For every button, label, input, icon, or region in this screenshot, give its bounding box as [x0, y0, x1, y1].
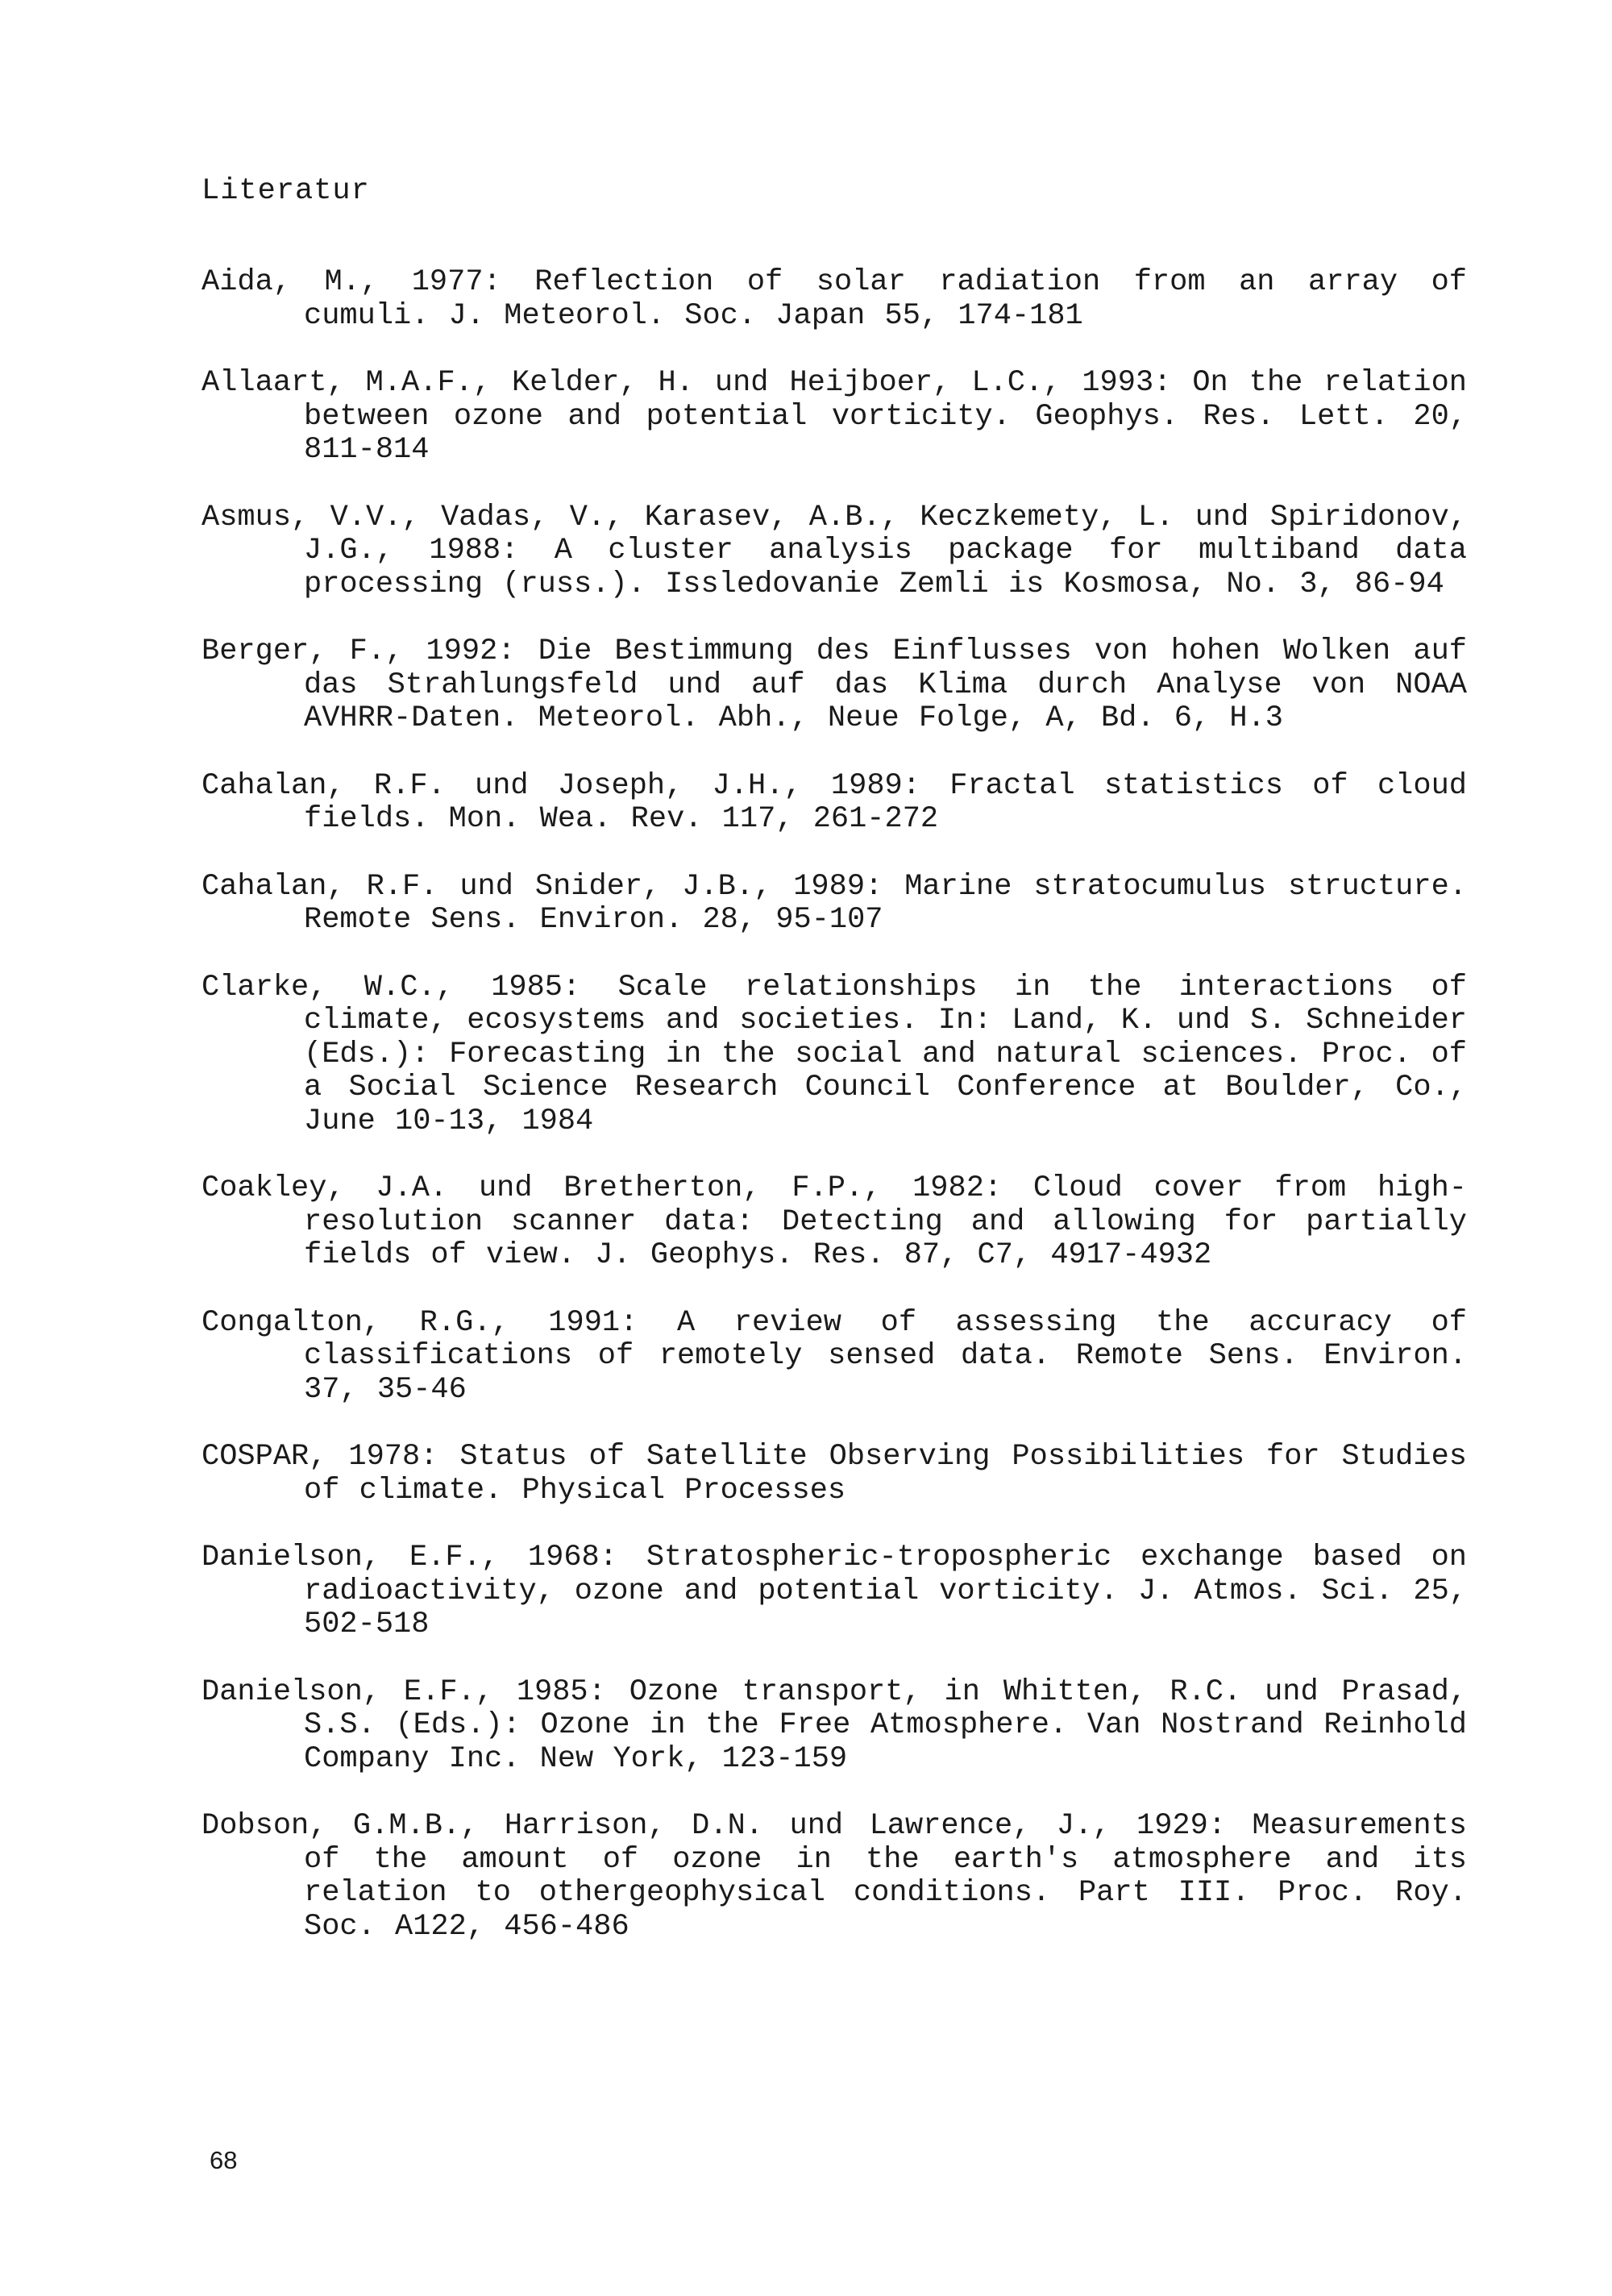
reference-entry: Clarke, W.C., 1985: Scale relationships in the interactions of climate, ecosystems and societies. In: Land, K. und S. Schneider (Eds.): Forecasting in the social and natural sciences. Proc. of a Social Science Research Council Conference at Boulder, Co., June 10-13, 1984: [202, 970, 1467, 1138]
reference-entry: COSPAR, 1978: Status of Satellite Observing Possibilities for Studies of climate. Physical Processes: [202, 1440, 1467, 1508]
reference-entry: Cahalan, R.F. und Joseph, J.H., 1989: Fractal statistics of cloud fields. Mon. Wea. Rev. 117, 261-272: [202, 768, 1467, 836]
reference-entry: Coakley, J.A. und Bretherton, F.P., 1982: Cloud cover from high-resolution scanner data: Detecting and allowing for partially fields of view. J. Geophys. Res. 87, C7, 4917-4932: [202, 1171, 1467, 1272]
reference-entry: Danielson, E.F., 1968: Stratospheric-tropospheric exchange based on radioactivity, ozone and potential vorticity. J. Atmos. Sci. 25, 502-518: [202, 1541, 1467, 1641]
reference-entry: Dobson, G.M.B., Harrison, D.N. und Lawrence, J., 1929: Measurements of the amount of ozone in the earth's atmosphere and its relation to othergeophysical conditions. Part III. Proc. Roy. Soc. A122, 456-486: [202, 1809, 1467, 1944]
reference-list: [202, 266, 1467, 1978]
reference-entry: Berger, F., 1992: Die Bestimmung des Einflusses von hohen Wolken auf das Strahlungsfeld und auf das Klima durch Analyse von NOAA AVHRR-Daten. Meteorol. Abh., Neue Folge, A, Bd. 6, H.3: [202, 634, 1467, 735]
reference-entry: Danielson, E.F., 1985: Ozone transport, in Whitten, R.C. und Prasad, S.S. (Eds.): Ozone in the Free Atmosphere. Van Nostrand Reinhold Company Inc. New York, 123-159: [202, 1674, 1467, 1776]
page-number: 68: [210, 2146, 238, 2174]
reference-entry: Congalton, R.G., 1991: A review of assessing the accuracy of classifications of remotely sensed data. Remote Sens. Environ. 37, 35-46: [202, 1305, 1467, 1407]
reference-entry: Aida, M., 1977: Reflection of solar radiation from an array of cumuli. J. Meteorol. Soc. Japan 55, 174-181: [202, 265, 1467, 333]
section-heading: Literatur: [202, 174, 370, 208]
reference-entry: Allaart, M.A.F., Kelder, H. und Heijboer, L.C., 1993: On the relation between ozone and potential vorticity. Geophys. Res. Lett. 20, 811-814: [202, 366, 1467, 467]
reference-entry: Cahalan, R.F. und Snider, J.B., 1989: Marine stratocumulus structure. Remote Sens. Environ. 28, 95-107: [202, 869, 1467, 937]
reference-entry: Asmus, V.V., Vadas, V., Karasev, A.B., Keczkemety, L. und Spiridonov, J.G., 1988: A cluster analysis package for multiband data processing (russ.). Issledovanie Zemli is Kosmosa, No. 3, 86-94: [202, 500, 1467, 601]
